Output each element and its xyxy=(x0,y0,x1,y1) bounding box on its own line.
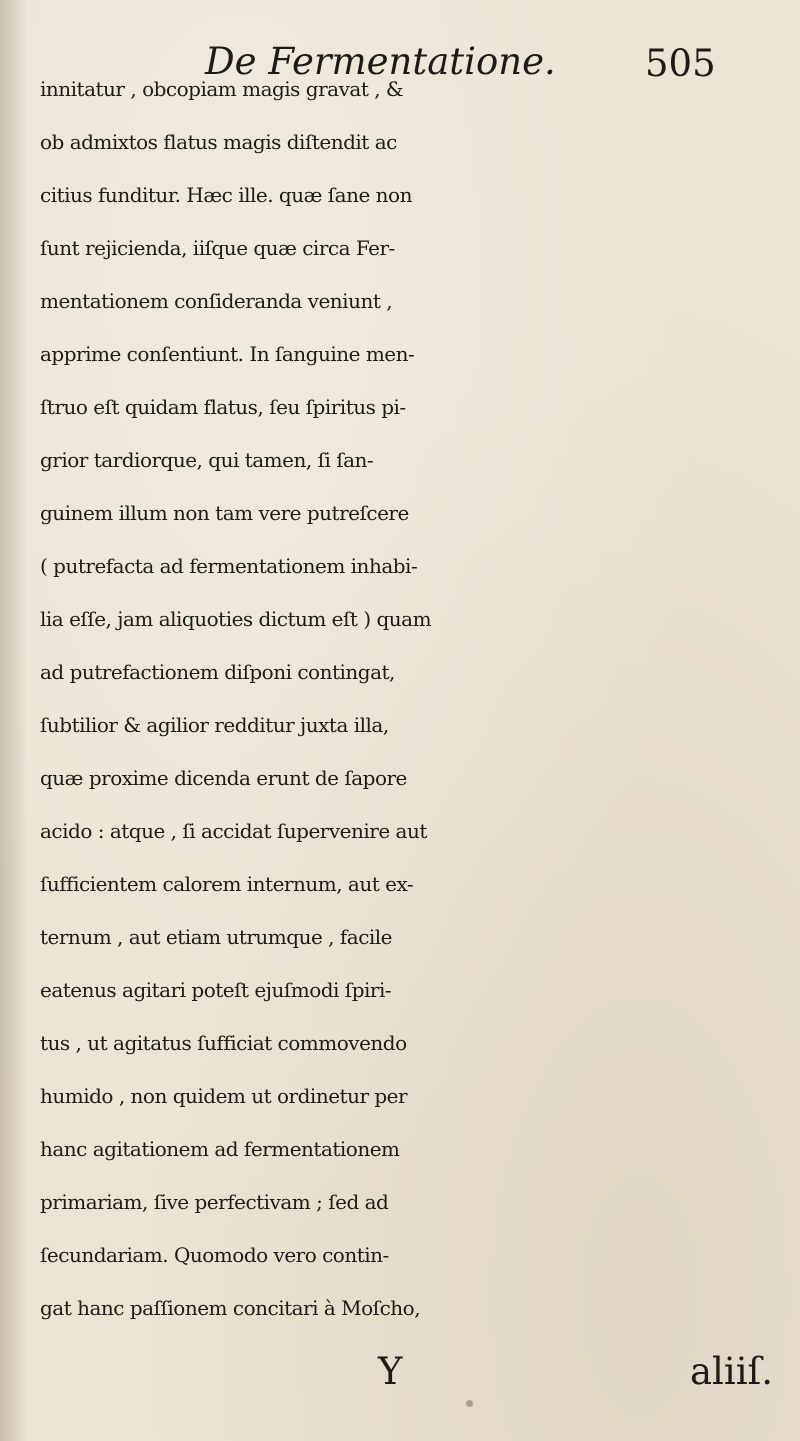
text-line: lia eſſe, jam aliquoties dictum eſt ) quam xyxy=(40,607,432,631)
text-line: ad putrefactionem diſponi contingat, xyxy=(40,660,395,684)
text-line: ſubtilior & agilior redditur juxta illa, xyxy=(40,713,389,737)
text-line: tus , ut agitatus ſufficiat commovendo xyxy=(40,1031,407,1055)
running-title: De Fermentatione. xyxy=(205,40,556,83)
text-line: grior tardiorque, qui tamen, ſi ſan- xyxy=(40,448,374,472)
text-line: hanc agitationem ad fermentationem xyxy=(40,1137,400,1161)
text-line: gat hanc paſſionem concitari à Moſcho, xyxy=(40,1296,421,1320)
text-line: ob admixtos flatus magis diſtendit ac xyxy=(40,130,397,154)
text-line: ſecundariam. Quomodo vero contin- xyxy=(40,1243,389,1267)
signature-mark: Y xyxy=(378,1350,403,1393)
text-line: acido : atque , ſi accidat ſupervenire aut xyxy=(40,819,427,843)
text-line: primariam, ſive perfectivam ; ſed ad xyxy=(40,1190,389,1214)
text-line: apprime conſentiunt. In ſanguine men- xyxy=(40,342,415,366)
page-footer xyxy=(0,1350,800,1400)
text-line: ( putrefacta ad fermentationem inhabi- xyxy=(40,554,418,578)
ink-spot xyxy=(466,1400,473,1407)
text-line: citius funditur. Hæc ille. quæ ſane non xyxy=(40,183,412,207)
text-line: eatenus agitari poteſt ejuſmodi ſpiri- xyxy=(40,978,392,1002)
text-line: innitatur , obcopiam magis gravat , & xyxy=(40,77,404,101)
text-line: quæ proxime dicenda erunt de ſapore xyxy=(40,766,407,790)
text-line: ſufficientem calorem internum, aut ex- xyxy=(40,872,414,896)
page-number: 505 xyxy=(645,42,716,85)
text-line: guinem illum non tam vere putreſcere xyxy=(40,501,409,525)
text-line: ſtruo eſt quidam flatus, ſeu ſpiritus pi- xyxy=(40,395,406,419)
text-line: ternum , aut etiam utrumque , facile xyxy=(40,925,393,949)
catchword: aliiſ. xyxy=(690,1350,774,1393)
text-line: mentationem conſideranda veniunt , xyxy=(40,289,393,313)
text-line: humido , non quidem ut ordinetur per xyxy=(40,1084,408,1108)
text-line: ſunt rejicienda, iiſque quæ circa Fer- xyxy=(40,236,395,260)
